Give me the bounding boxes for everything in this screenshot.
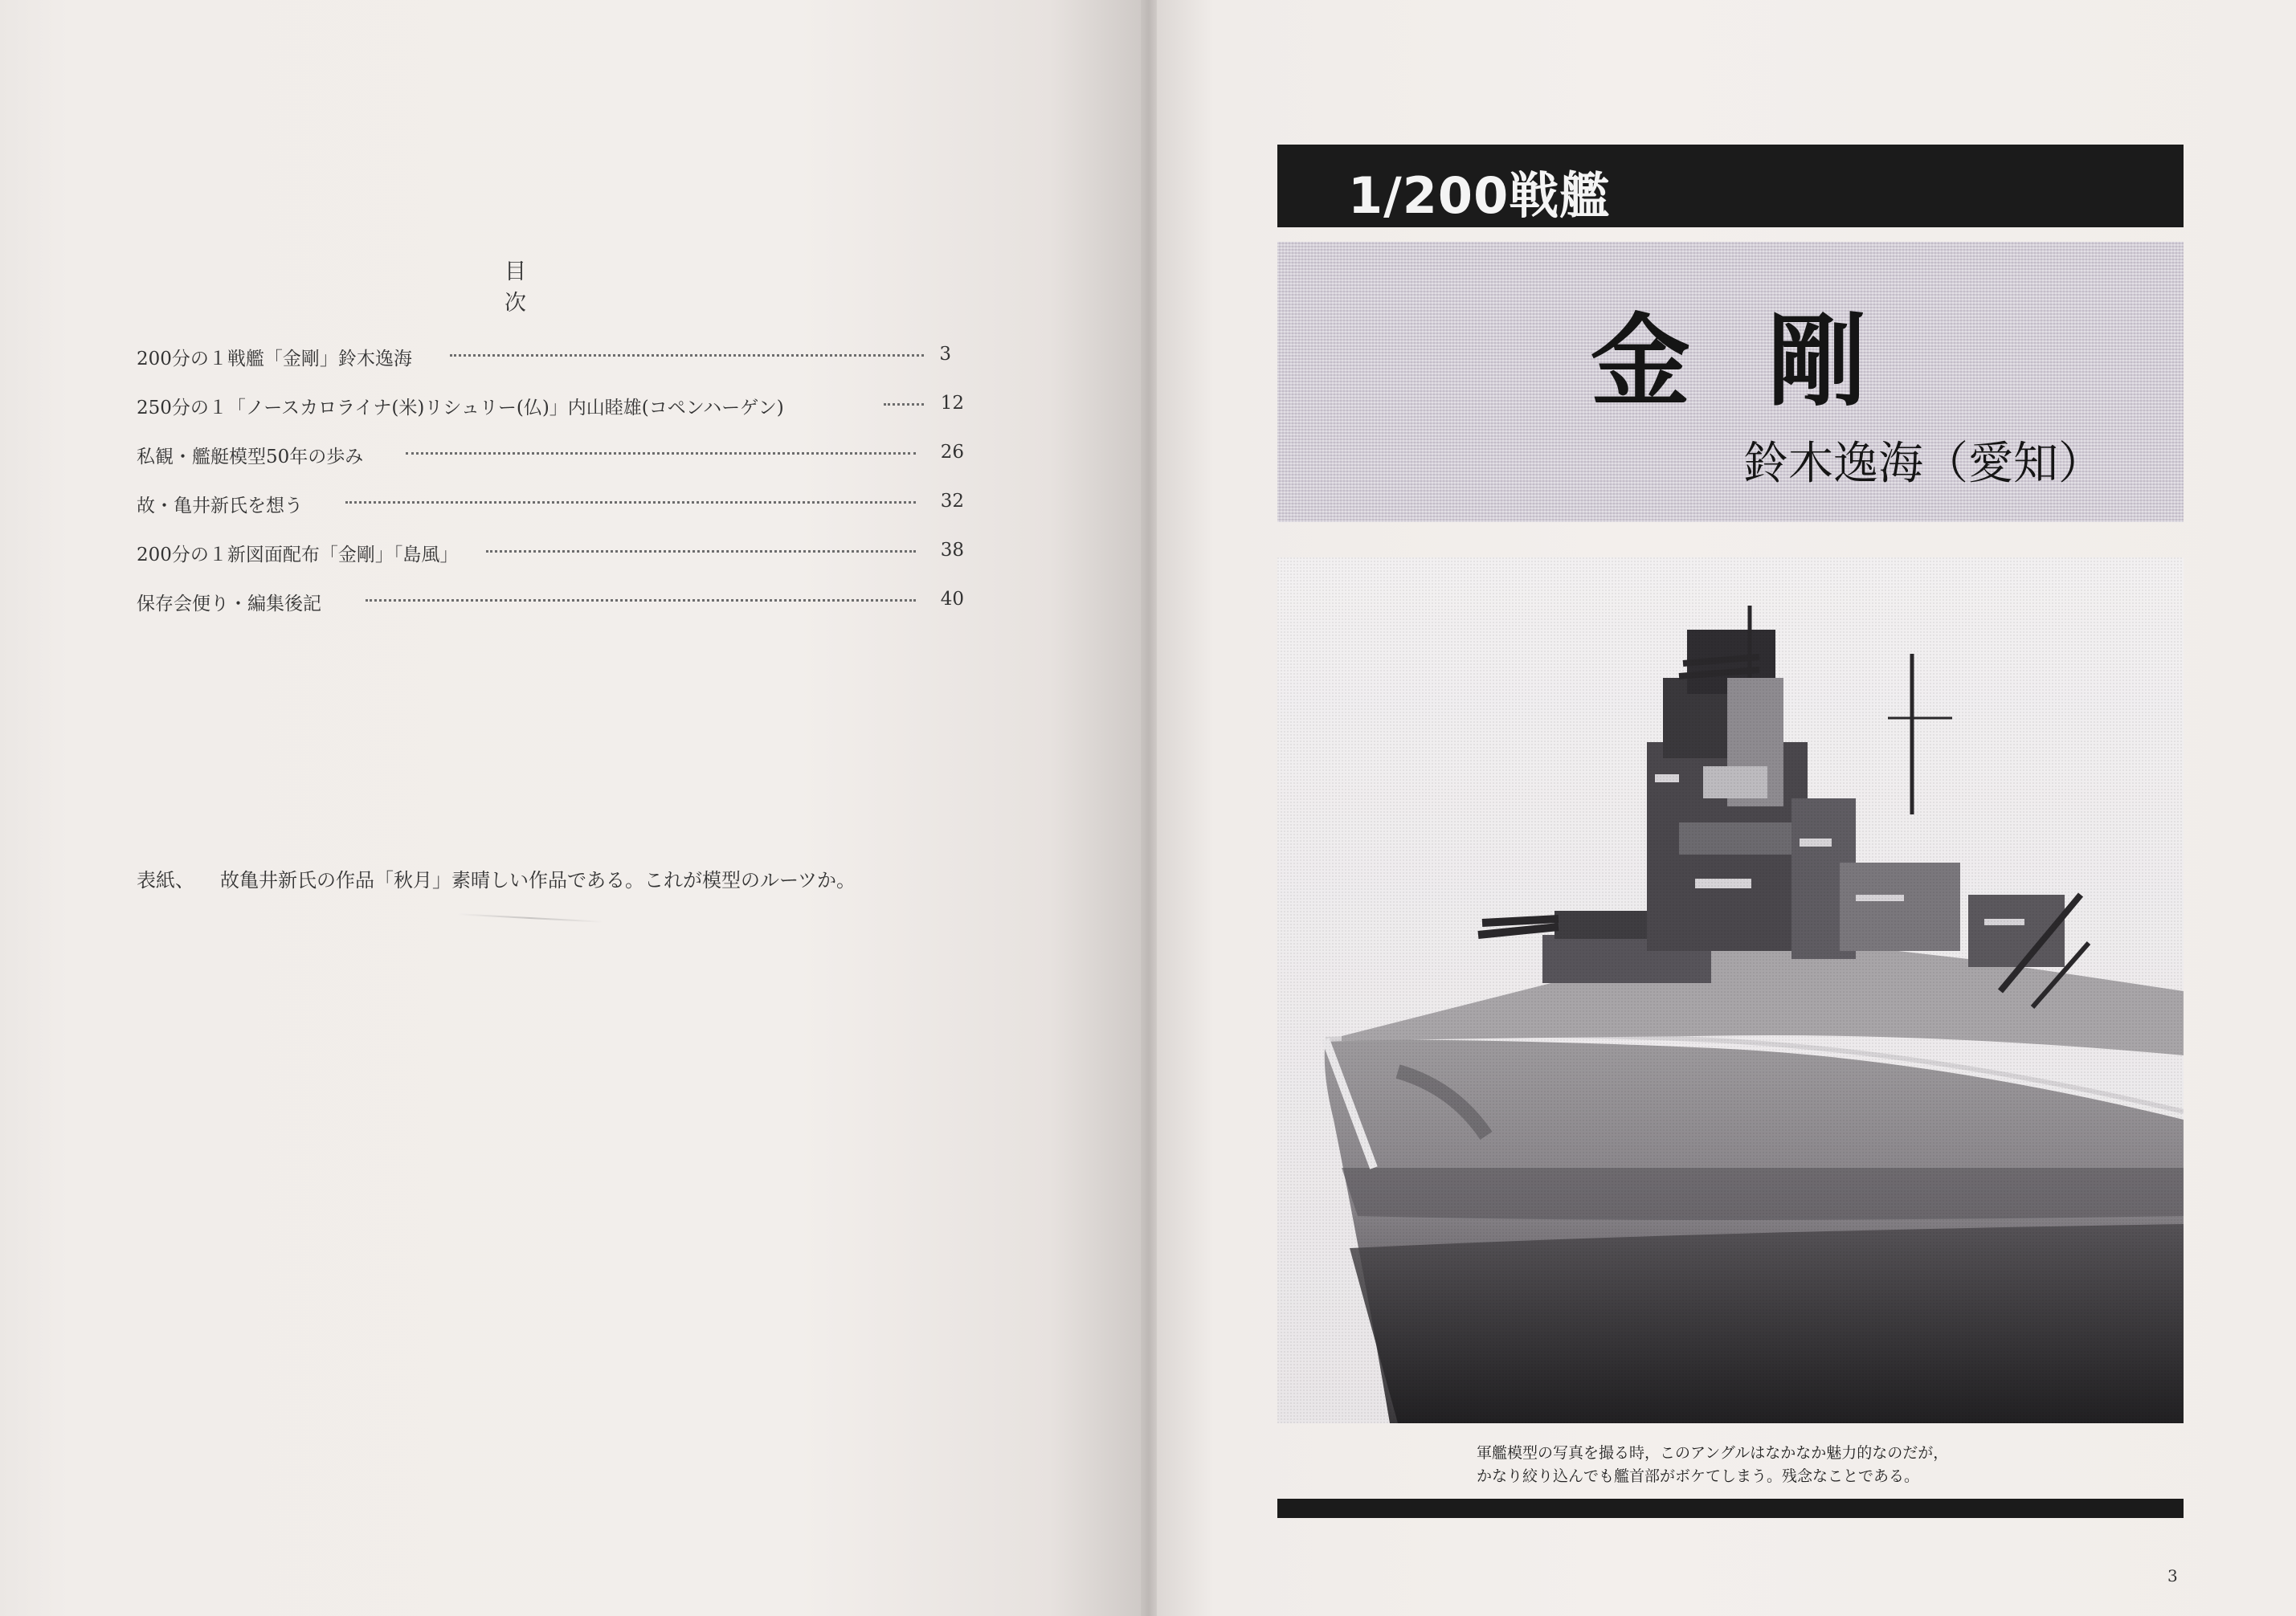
toc-entry [137, 442, 964, 491]
toc-entry-title: 保存会便り・編集後記 [137, 594, 321, 614]
author-name: 鈴木逸海（愛知） [1743, 438, 2103, 490]
toc-entry-page: 32 [940, 491, 964, 512]
toc-entry-title: 250分の１「ノースカロライナ(米)リシュリー(仏)」内山睦雄(コペンハーゲン) [137, 398, 784, 418]
toc-entry-page: 26 [940, 442, 964, 463]
series-title: 1/200戦艦 [1348, 166, 1611, 225]
cover-note [137, 864, 856, 892]
article-title-panel [1277, 242, 2184, 522]
toc-entry-page: 40 [940, 589, 964, 610]
cover-note-label: 表紙、 [137, 869, 194, 892]
toc-leader-dots [884, 401, 924, 406]
book-gutter [1141, 0, 1157, 1616]
series-title-bar [1277, 145, 2184, 227]
toc-entry-title: 故・亀井新氏を想う [137, 496, 303, 516]
toc-entry-page: 12 [940, 393, 964, 414]
bottom-rule-bar [1277, 1499, 2184, 1518]
toc-entry [137, 589, 964, 638]
left-page [0, 0, 1141, 1616]
toc-entry [137, 491, 964, 540]
toc-leader-dots [406, 450, 916, 455]
toc-entry-title: 私観・艦艇模型50年の歩み [137, 447, 364, 467]
toc-leader-dots [345, 499, 916, 504]
toc-entry [137, 540, 964, 589]
toc-leader-dots [366, 597, 916, 602]
toc-entry-page: 38 [940, 540, 964, 561]
page-number: 3 [2167, 1566, 2178, 1585]
toc-entry [137, 393, 964, 442]
toc-entry-page: 3 [939, 344, 951, 365]
cover-note-text: 故亀井新氏の作品「秋月」素晴しい作品である。これが模型のルーツか。 [220, 869, 856, 892]
toc-heading: 目 次 [505, 259, 619, 316]
paper-smudge [458, 913, 603, 922]
caption-line: 軍艦模型の写真を撮る時，このアングルはなかなか魅力的なのだが， [1477, 1444, 1949, 1462]
toc-entry [137, 344, 964, 393]
caption-line: かなり絞り込んでも艦首部がボケてしまう。残念なことである。 [1477, 1467, 1920, 1485]
ship-name: 金剛 [1591, 304, 1945, 420]
toc-entry-title: 200分の１戦艦「金剛」鈴木逸海 [137, 349, 412, 369]
battleship-model-photo [1277, 557, 2184, 1423]
toc-leader-dots [450, 352, 924, 357]
photo-caption [1477, 1442, 2039, 1488]
toc-entry-title: 200分の１新図面配布「金剛」「島風」 [137, 545, 459, 565]
table-of-contents [137, 344, 964, 638]
toc-leader-dots [486, 548, 916, 553]
